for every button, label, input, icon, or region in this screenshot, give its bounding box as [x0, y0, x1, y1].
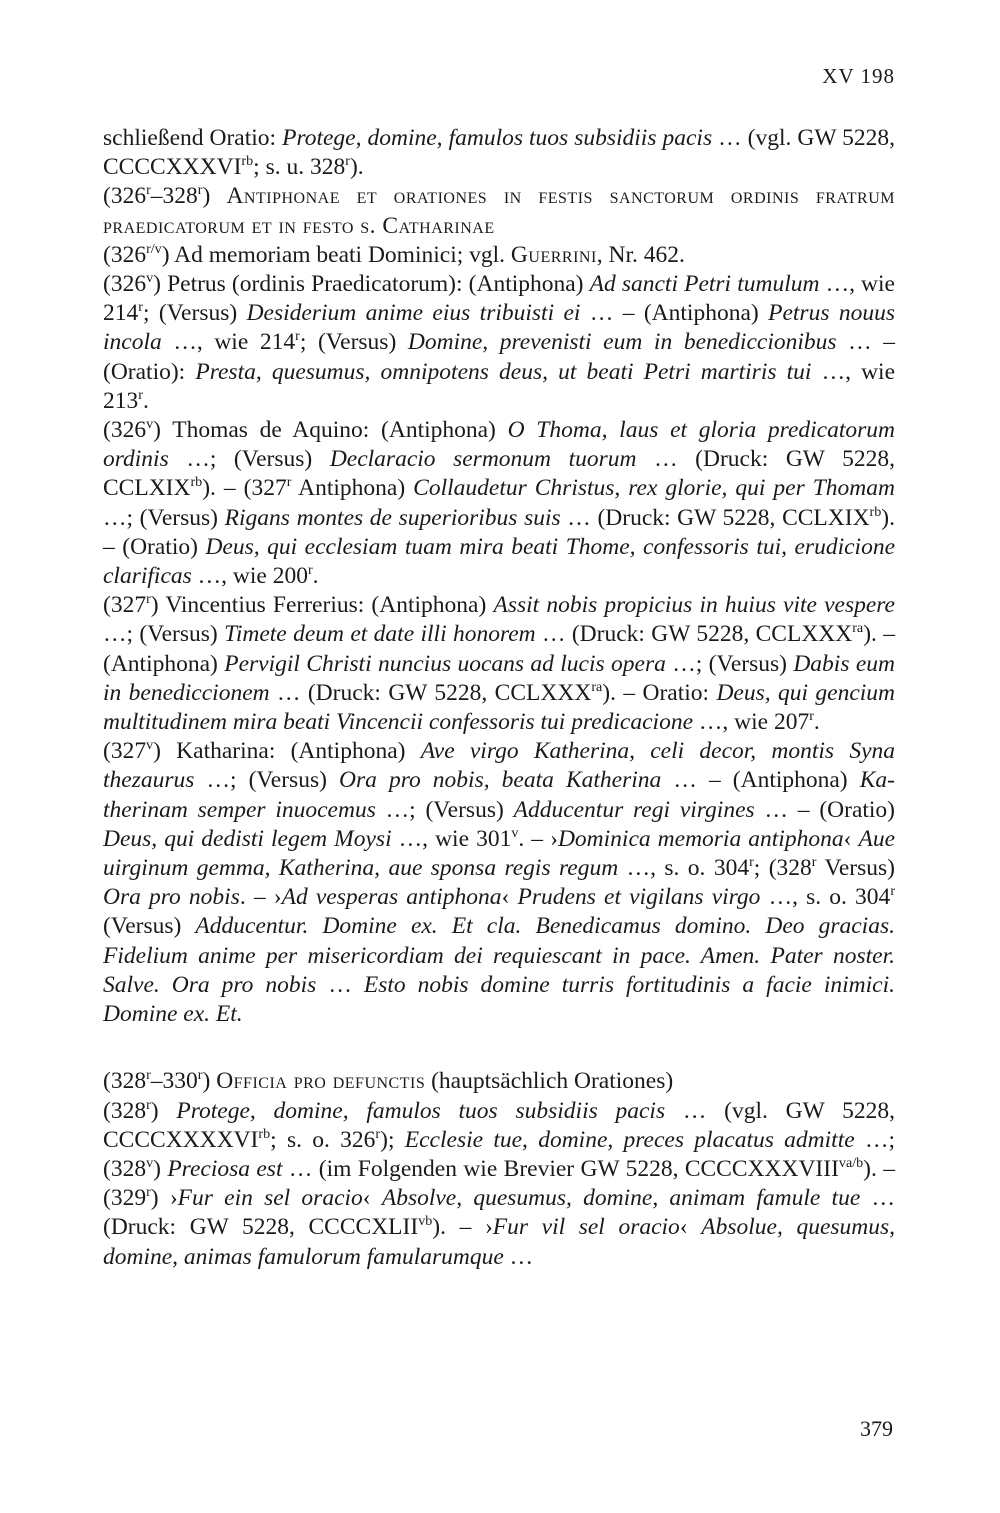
latin-incipit: Presta, quesumus, omnipotens deus, ut beati Petri martiris tui [195, 358, 812, 385]
text-run: . [142, 387, 149, 414]
latin-incipit: Assit nobis propicius in huius vite vespere [493, 592, 895, 619]
latin-incipit: Domine, prevenisti eum in benediccionibus [407, 329, 837, 356]
page-number: 379 [860, 1416, 893, 1441]
latin-incipit: Protege, domine, famulos tuos subsidiis pacis [282, 125, 713, 151]
text-run: Antiphona) [291, 475, 414, 502]
folio-side-superscript: r [197, 182, 203, 199]
paragraph-oratio-continued [103, 124, 895, 182]
text-run: –330 [150, 1068, 198, 1095]
paragraph-thomas [103, 416, 895, 591]
text-run: …, s. o. 304 [618, 855, 750, 882]
paragraph-antiphonae-heading [103, 182, 895, 240]
text-run: … [503, 1243, 534, 1270]
text-run: ) Ad memoriam beati Dominici; vgl. [161, 241, 511, 268]
folio-side-superscript: r [286, 474, 292, 491]
text-run: . – › [518, 825, 558, 852]
text-run: … (vgl. GW 5228, CCCCXXXXVI [103, 1097, 895, 1153]
text-run: . [312, 563, 319, 590]
latin-incipit: Ecclesie tue, domine, preces placatus admitte [404, 1126, 855, 1153]
text-run: –328 [150, 183, 198, 210]
folio-side-superscript: va/b [838, 1154, 864, 1171]
folio-side-superscript: rb [241, 153, 254, 170]
folio-side-superscript: r [375, 1125, 381, 1142]
folio-side-superscript: r [138, 299, 143, 316]
folio-side-superscript: r/v [146, 240, 162, 257]
text-run: (326 [103, 183, 147, 210]
text-run: , Nr. 462. [596, 241, 685, 268]
text-run: (327 [103, 738, 147, 765]
text-run: ) Thomas de Aquino: (Antiphona) [153, 417, 508, 444]
text-run: Versus) [816, 855, 895, 882]
text-run: ) [202, 1068, 217, 1095]
latin-incipit: Collaudetur Christus, rex glorie, qui per Thomam [413, 475, 895, 502]
text-run: …; (Versus) [103, 621, 225, 648]
text-run: …; (Versus) [168, 446, 330, 473]
folio-side-superscript: r [146, 591, 151, 608]
folio-side-superscript: r [345, 153, 350, 170]
text-run: (328 [103, 1097, 147, 1124]
text-run: ; (Versus) [142, 300, 247, 327]
folio-side-superscript: v [146, 737, 154, 754]
folio-side-superscript: v [511, 824, 519, 841]
document-page [103, 0, 895, 1513]
folio-side-superscript: rb [869, 503, 882, 520]
text-run: … – (Oratio): [103, 329, 895, 385]
latin-incipit: Esto nobis domine turris fortitudinis a facie inimici. Domine ex. Et. [103, 971, 895, 1028]
latin-incipit: Absolve, quesumus, domine, animam famule tue [381, 1185, 861, 1212]
text-run: ) [153, 1155, 168, 1182]
text-run: ) [150, 1097, 177, 1124]
paragraph-petrus [103, 270, 895, 416]
text-run: ; (328 [753, 855, 812, 882]
text-run: ). – (329 [103, 1155, 895, 1212]
paragraph-vincentius [103, 591, 895, 737]
text-run: schließend Oratio: [103, 125, 283, 151]
folio-side-superscript: ra [591, 678, 603, 695]
text-run: … [316, 971, 364, 998]
latin-incipit: Deus, qui gencium multitudinem mira beati Vincencii confessoris tui predicacione [103, 679, 896, 736]
folio-side-superscript: r [307, 561, 313, 578]
latin-incipit: Petrus nouus incola [103, 300, 895, 356]
small-caps-heading: Antiphonae et orationes in festis sanctorum ordinis fratrum praedicatorum et in festo s. Catharinae [103, 183, 895, 239]
text-run: … (Druck: GW 5228, CCLXXX [535, 621, 853, 648]
text-run: … (vgl. GW 5228, CCCCXXXVI [103, 125, 895, 181]
folio-side-superscript: r [138, 386, 143, 403]
text-run: ‹ [362, 1185, 382, 1212]
text-run: ) Petrus (ordinis Praedicatorum): (Antiphona) [153, 271, 590, 298]
paragraph-katharina [103, 737, 895, 1029]
latin-incipit: Prudens et vigilans virgo [517, 884, 761, 911]
folio-side-superscript: r [146, 1183, 151, 1200]
text-run: …; (Versus) [375, 796, 514, 823]
folio-side-superscript: v [146, 269, 154, 286]
latin-incipit: Adducentur. Domine ex. Et cla. Benedicamus domino. Deo gracias. Fidelium anime per misericordiam dei requiescant in pace. Amen. Pater noster. Salve. Ora pro nobis [103, 913, 895, 998]
text-run: ). – › [432, 1214, 493, 1241]
latin-incipit: O Thoma, laus et gloria predicatorum ordinis [103, 417, 895, 473]
paragraph-protege [103, 1097, 895, 1272]
text-run: … (Druck: GW 5228, CCLXIX [560, 504, 870, 531]
text-run: ) › [150, 1185, 178, 1212]
latin-incipit: Ora pro nobis, beata Katherina [339, 767, 662, 794]
text-run: …, wie 214 [161, 329, 296, 356]
latin-incipit: Fur vil sel oracio [492, 1214, 680, 1241]
folio-side-superscript: r [890, 883, 896, 900]
running-head: XV 198 [822, 64, 895, 88]
latin-incipit: Aue uirginum gemma, Katherina, aue sponsa regis regum [103, 825, 896, 882]
text-run: …, wie 213 [103, 358, 896, 414]
text-run: (Versus) [103, 913, 196, 940]
latin-incipit: Deus, qui ecclesiam tuam mira beati Thome, confessoris tui, erudicione clarificas [103, 533, 895, 590]
text-run: ; (Versus) [299, 329, 408, 356]
text-run: …, wie 207 [693, 709, 810, 736]
text-run: …, wie 200 [191, 563, 308, 590]
text-run: ‹ [679, 1214, 702, 1241]
latin-incipit: Deus, qui dedisti legem Moysi [103, 825, 392, 852]
text-run: … (im Folgenden wie Brevier GW 5228, CCCCXXXVIII [282, 1155, 839, 1182]
latin-incipit: Ad sancti Petri tumulum [589, 271, 820, 298]
text-run: . – › [239, 884, 282, 911]
text-run: ) [202, 183, 227, 210]
text-run: (328 [103, 1068, 147, 1095]
text-run: ). – (327 [202, 475, 287, 502]
latin-incipit: Preciosa est [167, 1155, 283, 1182]
text-run: ) Katharina: (Antiphona) [153, 738, 421, 765]
paragraph-officia-heading [103, 1067, 895, 1096]
text-run: . [813, 709, 820, 736]
text-run: ). – (Oratio) [103, 504, 895, 560]
latin-incipit: Rigans montes de superioribus suis [224, 504, 561, 531]
latin-incipit: Dabis eum in benediccionem [103, 650, 895, 706]
folio-side-superscript: r [295, 328, 300, 345]
folio-side-superscript: rb [258, 1125, 271, 1142]
text-run: ; s. o. 326 [270, 1126, 376, 1153]
text-run: (326 [103, 271, 147, 298]
text-run: …, s. o. 304 [760, 884, 891, 911]
folio-side-superscript: r [146, 1096, 151, 1113]
text-run: (327 [103, 592, 147, 619]
latin-incipit: Desiderium anime eius tribuisti ei [246, 300, 581, 327]
text-run: ). [349, 154, 364, 181]
folio-side-superscript: v [146, 415, 154, 432]
latin-incipit: Declaracio sermonum tuorum [329, 446, 637, 473]
small-caps-heading: Officia pro defunctis [216, 1068, 426, 1095]
text-run: ) Vincentius Ferrerius: (Antiphona) [150, 592, 494, 619]
text-run: ‹ [501, 884, 518, 911]
text-run: ). – Oratio: [602, 679, 717, 706]
folio-side-superscript: r [146, 182, 151, 199]
latin-incipit: Ora pro nobis [103, 884, 240, 911]
text-run: (hauptsächlich Orationes) [425, 1068, 674, 1095]
folio-side-superscript: r [749, 853, 754, 870]
text-run: …; (328 [103, 1126, 895, 1182]
text-run: …; (Versus) [103, 504, 225, 531]
folio-side-superscript: vb [418, 1213, 433, 1230]
text-run: … (Druck: GW 5228, CCLXIX [103, 446, 895, 502]
folio-side-superscript: v [146, 1154, 154, 1171]
text-run: …; (Versus) [194, 767, 339, 794]
latin-incipit: Timete deum et date illi honorem [224, 621, 536, 648]
text-run: … – (Antiphona) [661, 767, 860, 794]
folio-side-superscript: ra [852, 620, 864, 637]
text-run: ); [380, 1126, 405, 1153]
text-run: ; s. u. 328 [253, 154, 346, 181]
folio-side-superscript: r [197, 1067, 203, 1084]
folio-side-superscript: r [146, 1067, 151, 1084]
folio-side-superscript: rb [190, 474, 203, 491]
folio-side-superscript: r [811, 853, 817, 870]
text-run: (326 [103, 241, 147, 268]
text-run: ). – (Antiphona) [103, 621, 895, 677]
text-run: ‹ [843, 825, 859, 852]
latin-incipit: Fur ein sel oracio [177, 1185, 363, 1212]
paragraph-dominicus [103, 241, 895, 270]
text-run: … – (Antiphona) [580, 300, 769, 327]
latin-incipit: Adducentur regi virgines [513, 796, 755, 823]
latin-incipit: Pervigil Christi nuncius uocans ad lucis opera [224, 650, 666, 677]
small-caps-heading: Guerrini [510, 241, 597, 268]
text-run: … – (Oratio) [754, 796, 896, 823]
latin-incipit: Protege, domine, famulos tuos subsidiis pacis [176, 1097, 666, 1124]
folio-side-superscript: r [809, 707, 814, 724]
latin-incipit: Katherinam semper inuocemus [103, 767, 895, 823]
latin-incipit: Dominica memoria antiphona [557, 825, 844, 852]
text-run: …; (Versus) [665, 650, 794, 677]
catalog-entry-text [103, 124, 895, 1272]
text-run: (326 [103, 417, 147, 444]
text-run: … (Druck: GW 5228, CCCCXLII [103, 1185, 896, 1241]
latin-incipit: Ad vesperas antiphona [281, 884, 502, 911]
text-run: … (Druck: GW 5228, CCLXXX [269, 679, 592, 706]
latin-incipit: Absolue, quesumus, domine, animas famulorum famularumque [103, 1214, 896, 1270]
latin-incipit: Ave virgo Katherina, celi decor, montis Syna thezaurus [103, 738, 895, 794]
text-run: …, wie 301 [391, 825, 512, 852]
text-run: …, wie 214 [103, 271, 895, 327]
